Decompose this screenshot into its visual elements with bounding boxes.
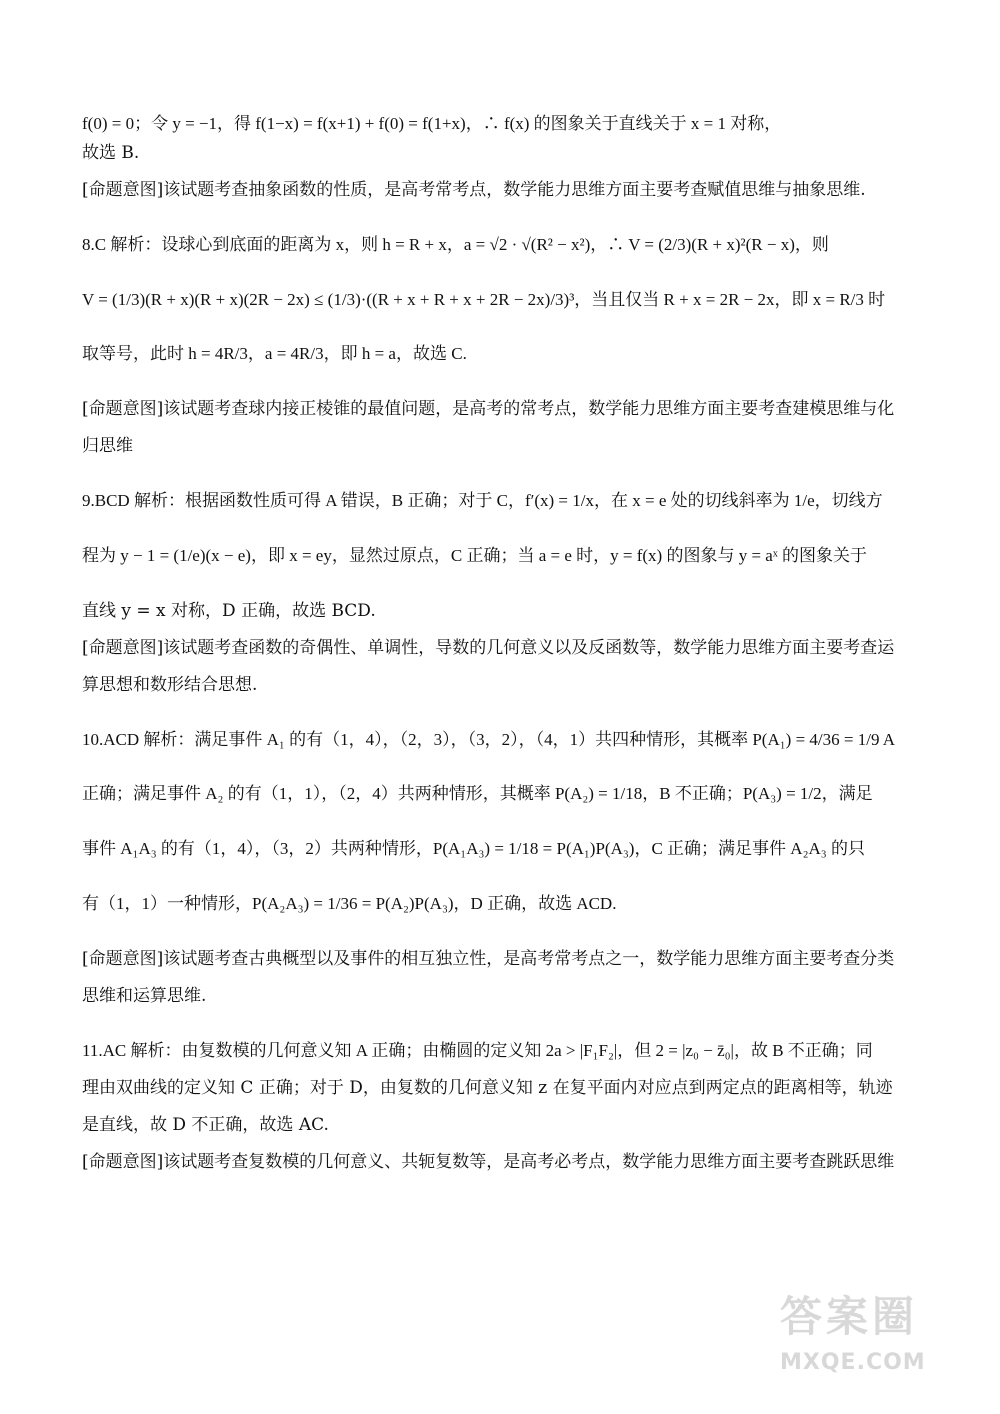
watermark-logo: 答案圈: [780, 1292, 919, 1341]
solution-8-line-3: 取等号，此时 h = 4R/3，a = 4R/3，即 h = a，故选 C.: [82, 344, 467, 364]
intent-note-cont: 算思想和数形结合思想.: [82, 674, 258, 695]
solution-11-line-2: 理由双曲线的定义知 C 正确；对于 D，由复数的几何意义知 z 在复平面内对应点到两定点的距离相等，轨迹: [82, 1077, 893, 1098]
solution-10-line-1: 10.ACD 解析：满足事件 A₁ 的有（1，4），（2，3），（3，2），（4，1）共四种情形，其概率 P(A₁) = 4/36 = 1/9 A: [82, 729, 896, 749]
text-line: f(0) = 0；令 y = −1，得 f(1−x) = f(x+1) + f(0) = f(1+x)，∴ f(x) 的图象关于直线关于 x = 1 对称，: [82, 114, 782, 133]
intent-note: [命题意图]该试题考查复数模的几何意义、共轭复数等，是高考必考点，数学能力思维方面主要考查跳跃思维: [82, 1151, 895, 1172]
solution-11-line-3: 是直线，故 D 不正确，故选 AC.: [82, 1114, 329, 1135]
solution-9-line-3: 直线 y = x 对称，D 正确，故选 BCD.: [82, 600, 376, 621]
solution-10-line-2: 正确；满足事件 A₂ 的有（1，1），（2，4）共两种情形，其概率 P(A₂) = 1/18，B 不正确；P(A₃) = 1/2，满足: [82, 784, 873, 804]
site-watermark: [780, 1284, 980, 1394]
intent-note-cont: 归思维: [82, 436, 133, 457]
answer-document: [82, 110, 922, 1176]
solution-8-line-1: 8.C 解析：设球心到底面的距离为 x，则 h = R + x，a = √2 · √(R² − x²)，∴ V = (2/3)(R + x)²(R − x)，则: [82, 234, 829, 254]
intent-note-cont: 思维和运算思维.: [82, 986, 207, 1007]
intent-note: [命题意图]该试题考查古典概型以及事件的相互独立性，是高考常考点之一，数学能力思维方面主要考查分类: [82, 949, 895, 970]
solution-11-line-1: 11.AC 解析：由复数模的几何意义知 A 正确；由椭圆的定义知 2a > |F₁F₂|，但 2 = |z₀ − z̄₀|，故 B 不正确；同: [82, 1040, 873, 1060]
solution-8-line-2: V = (1/3)(R + x)(R + x)(2R − 2x) ≤ (1/3)·((R + x + R + x + 2R − 2x)/3)³，当且仅当 R + x = 2R − 2x，即 x = R/3 时: [82, 289, 886, 309]
text-line: 故选 B.: [82, 142, 140, 163]
solution-10-line-3: 事件 A₁A₃ 的有（1，4），（3，2）共两种情形，P(A₁A₃) = 1/18 = P(A₁)P(A₃)，C 正确；满足事件 A₂A₃ 的只: [82, 839, 865, 859]
intent-note: [命题意图]该试题考查球内接正棱锥的最值问题，是高考的常考点，数学能力思维方面主要考查建模思维与化: [82, 399, 895, 420]
solution-9-line-2: 程为 y − 1 = (1/e)(x − e)，即 x = ey，显然过原点，C 正确；当 a = e 时，y = f(x) 的图象与 y = aˣ 的图象关于: [82, 546, 867, 566]
intent-note: [命题意图]该试题考查抽象函数的性质，是高考常考点，数学能力思维方面主要考查赋值思维与抽象思维.: [82, 179, 866, 200]
solution-10-line-4: 有（1，1）一种情形，P(A₂A₃) = 1/36 = P(A₂)P(A₃)，D 正确，故选 ACD.: [82, 894, 617, 914]
watermark-url: MXQE.COM: [780, 1350, 926, 1375]
solution-9-line-1: 9.BCD 解析：根据函数性质可得 A 错误，B 正确；对于 C，f′(x) = 1/x，在 x = e 处的切线斜率为 1/e，切线方: [82, 491, 883, 511]
intent-note: [命题意图]该试题考查函数的奇偶性、单调性，导数的几何意义以及反函数等，数学能力思维方面主要考查运: [82, 637, 895, 658]
